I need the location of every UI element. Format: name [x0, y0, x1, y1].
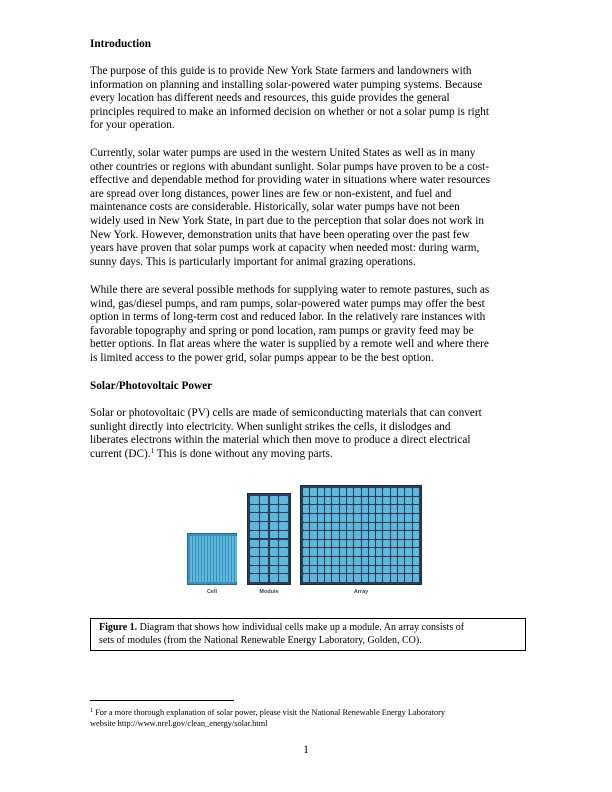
- module-cell: [279, 531, 288, 539]
- array-cell: [332, 548, 338, 556]
- array-cell: [310, 531, 316, 539]
- array-cell: [354, 505, 360, 513]
- module-cell: [250, 557, 259, 565]
- cell-stripe: [202, 536, 204, 582]
- module-cell: [260, 531, 269, 539]
- array-cell: [340, 557, 346, 565]
- array-cell: [318, 505, 324, 513]
- solar-array-illustration: [300, 485, 422, 585]
- array-cell: [413, 514, 419, 522]
- cell-stripe: [226, 536, 228, 582]
- figure-caption: [90, 618, 526, 651]
- cell-stripe: [232, 536, 234, 582]
- text-line: years have proven that solar pumps work at capacity when needed most: during warm,: [90, 242, 480, 255]
- module-cell: [250, 548, 259, 556]
- cell-stripe: [190, 536, 192, 582]
- module-cell: [279, 566, 288, 574]
- array-cell: [310, 566, 316, 574]
- array-cell: [310, 523, 316, 531]
- array-cell: [369, 548, 375, 556]
- array-cell: [325, 548, 331, 556]
- array-cell: [413, 497, 419, 505]
- array-cell: [340, 497, 346, 505]
- array-cell: [310, 574, 316, 582]
- array-cell: [398, 514, 404, 522]
- text-line: Solar or photovoltaic (PV) cells are made of semiconducting materials that can convert: [90, 407, 482, 419]
- module-cell: [279, 505, 288, 513]
- text-line: maintenance costs are considerable. Historically, solar water pumps have not been: [90, 201, 460, 214]
- module-cell: [270, 522, 279, 530]
- array-cell: [340, 566, 346, 574]
- pv-diagram-figure: [180, 485, 430, 600]
- caption-line: [99, 622, 517, 635]
- array-cell: [398, 523, 404, 531]
- array-cell: [303, 514, 309, 522]
- array-cell: [405, 514, 411, 522]
- array-cell: [354, 566, 360, 574]
- array-cell: [405, 497, 411, 505]
- array-cell: [376, 548, 382, 556]
- array-cell: [391, 574, 397, 582]
- text-line: New York. However, demonstration units that have been operating over the past few: [90, 228, 470, 241]
- array-cell: [398, 557, 404, 565]
- array-cell: [310, 540, 316, 548]
- array-cell: [376, 505, 382, 513]
- cell-stripe: [208, 536, 210, 582]
- array-cell: [347, 566, 353, 574]
- module-cell: [250, 540, 259, 548]
- intro-paragraph-2: [90, 147, 522, 269]
- array-cell: [383, 514, 389, 522]
- array-cell: [318, 488, 324, 496]
- module-cell: [279, 557, 288, 565]
- cell-stripe: [211, 536, 213, 582]
- array-cell: [354, 548, 360, 556]
- cell-stripe: [223, 536, 225, 582]
- array-cell: [413, 505, 419, 513]
- array-cell: [318, 523, 324, 531]
- module-cell: [250, 574, 259, 582]
- array-cell: [303, 540, 309, 548]
- module-cell: [260, 540, 269, 548]
- array-cell: [369, 523, 375, 531]
- page-number: 1: [303, 744, 309, 756]
- array-cell: [376, 497, 382, 505]
- section-heading-introduction: Introduction: [90, 38, 152, 50]
- module-cell: [260, 496, 269, 504]
- array-cell: [405, 505, 411, 513]
- module-cell: [260, 574, 269, 582]
- module-cell: [279, 513, 288, 521]
- module-cell: [270, 540, 279, 548]
- array-cell: [413, 557, 419, 565]
- text-fragment: current (DC).: [90, 447, 151, 460]
- text-line: effective and dependable method for providing water in situations where water resources: [90, 174, 490, 187]
- array-cell: [362, 531, 368, 539]
- array-cell: [318, 531, 324, 539]
- footnote-reference[interactable]: 1: [150, 446, 155, 455]
- array-cell: [325, 497, 331, 505]
- array-cell: [354, 497, 360, 505]
- array-cell: [376, 514, 382, 522]
- array-cell: [383, 505, 389, 513]
- text-line: favorable topography and spring or pond location, ram pumps or gravity feed may be: [90, 324, 474, 337]
- array-cell: [332, 488, 338, 496]
- array-label: Array: [353, 589, 369, 595]
- array-cell: [369, 514, 375, 522]
- array-cell: [405, 566, 411, 574]
- array-cell: [398, 566, 404, 574]
- array-cell: [347, 514, 353, 522]
- array-cell: [303, 531, 309, 539]
- array-cell: [398, 574, 404, 582]
- array-cell: [347, 523, 353, 531]
- array-cell: [413, 540, 419, 548]
- cell-label: Cell: [206, 589, 218, 595]
- array-cell: [369, 531, 375, 539]
- module-cell: [270, 513, 279, 521]
- array-cell: [391, 548, 397, 556]
- module-cell: [270, 566, 279, 574]
- cell-stripe: [205, 536, 207, 582]
- text-line: sunlight directly into electricity. When sunlight strikes the cells, it dislodges and: [90, 420, 451, 433]
- cell-stripe: [229, 536, 231, 582]
- array-cell: [318, 514, 324, 522]
- array-cell: [325, 540, 331, 548]
- caption-line: sets of modules (from the National Renewable Energy Laboratory, Golden, CO).: [99, 634, 422, 646]
- footnote-line: [90, 707, 530, 718]
- array-cell: [354, 557, 360, 565]
- text-line: Currently, solar water pumps are used in the western United States as well as in many: [90, 147, 476, 159]
- footnote-text: For a more thorough explanation of solar power, please visit the National Renewable Energy Laboratory: [93, 708, 446, 717]
- text-line: option in terms of long-term cost and reduced labor. In the relatively rare instances with: [90, 311, 486, 324]
- array-cell: [310, 557, 316, 565]
- text-line: widely used in New York State, in part due to the perception that solar does not work in: [90, 214, 484, 227]
- module-cell: [260, 548, 269, 556]
- text-line: other countries or regions with abundant sunlight. Solar pumps have proven to be a cost-: [90, 160, 489, 173]
- array-cell: [325, 557, 331, 565]
- module-cell: [270, 496, 279, 504]
- array-cell: [383, 531, 389, 539]
- array-cell: [318, 497, 324, 505]
- array-cell: [340, 514, 346, 522]
- module-cell: [279, 548, 288, 556]
- array-cell: [391, 531, 397, 539]
- array-cell: [391, 497, 397, 505]
- array-cell: [347, 531, 353, 539]
- array-cell: [376, 574, 382, 582]
- module-cell: [270, 548, 279, 556]
- array-cell: [362, 566, 368, 574]
- module-label: Module: [259, 589, 279, 595]
- text-line: sunny days. This is particularly important for animal grazing operations.: [90, 255, 416, 268]
- array-cell: [332, 497, 338, 505]
- array-cell: [332, 557, 338, 565]
- array-cell: [318, 574, 324, 582]
- array-cell: [303, 557, 309, 565]
- array-cell: [405, 574, 411, 582]
- array-cell: [405, 531, 411, 539]
- array-cell: [340, 523, 346, 531]
- module-cell: [270, 505, 279, 513]
- array-cell: [325, 574, 331, 582]
- array-cell: [325, 531, 331, 539]
- array-cell: [405, 548, 411, 556]
- array-cell: [391, 523, 397, 531]
- array-cell: [310, 548, 316, 556]
- array-cell: [362, 488, 368, 496]
- module-cell: [270, 557, 279, 565]
- text-line: are spread over long distances, power lines are few or non-existent, and fuel and: [90, 187, 452, 200]
- module-cell: [260, 513, 269, 521]
- array-cell: [405, 557, 411, 565]
- array-cell: [310, 505, 316, 513]
- array-cell: [405, 523, 411, 531]
- module-cell: [250, 531, 259, 539]
- array-cell: [369, 540, 375, 548]
- module-cell: [279, 522, 288, 530]
- array-cell: [303, 505, 309, 513]
- module-cell: [270, 574, 279, 582]
- section-heading-solar-power: Solar/Photovoltaic Power: [90, 380, 213, 392]
- array-cell: [362, 548, 368, 556]
- module-cell: [279, 540, 288, 548]
- array-cell: [354, 514, 360, 522]
- array-cell: [354, 540, 360, 548]
- array-cell: [347, 488, 353, 496]
- cell-stripe: [220, 536, 222, 582]
- array-cell: [383, 497, 389, 505]
- module-cell: [250, 496, 259, 504]
- array-cell: [347, 574, 353, 582]
- array-cell: [332, 566, 338, 574]
- array-cell: [332, 514, 338, 522]
- cell-stripe: [217, 536, 219, 582]
- array-cell: [391, 566, 397, 574]
- array-cell: [391, 514, 397, 522]
- array-cell: [354, 488, 360, 496]
- array-cell: [340, 505, 346, 513]
- array-cell: [347, 497, 353, 505]
- array-cell: [376, 531, 382, 539]
- array-cell: [369, 574, 375, 582]
- array-cell: [318, 566, 324, 574]
- array-cell: [391, 505, 397, 513]
- array-cell: [318, 548, 324, 556]
- array-cell: [362, 505, 368, 513]
- array-cell: [310, 514, 316, 522]
- array-cell: [413, 523, 419, 531]
- array-cell: [376, 488, 382, 496]
- array-cell: [376, 566, 382, 574]
- module-cell: [279, 574, 288, 582]
- array-cell: [413, 566, 419, 574]
- array-cell: [310, 497, 316, 505]
- array-cell: [369, 505, 375, 513]
- array-cell: [391, 540, 397, 548]
- footnote-separator: [90, 700, 234, 701]
- array-cell: [376, 557, 382, 565]
- array-cell: [303, 566, 309, 574]
- array-cell: [340, 574, 346, 582]
- array-cell: [383, 548, 389, 556]
- array-cell: [325, 488, 331, 496]
- cell-stripe: [235, 536, 237, 582]
- text-fragment: This is done without any moving parts.: [154, 447, 333, 460]
- array-cell: [398, 540, 404, 548]
- caption-text: Diagram that shows how individual cells make up a module. An array consists of: [137, 622, 465, 633]
- array-cell: [376, 540, 382, 548]
- array-cell: [391, 488, 397, 496]
- caption-label: Figure 1.: [99, 622, 138, 633]
- array-cell: [354, 574, 360, 582]
- text-line: wind, gas/diesel pumps, and ram pumps, solar-powered water pumps may offer the best: [90, 297, 485, 310]
- array-cell: [398, 531, 404, 539]
- array-cell: [405, 540, 411, 548]
- array-cell: [398, 505, 404, 513]
- solar-paragraph: [90, 407, 522, 461]
- module-cell: [260, 505, 269, 513]
- array-cell: [383, 523, 389, 531]
- module-cell: [260, 522, 269, 530]
- array-cell: [340, 488, 346, 496]
- array-cell: [303, 523, 309, 531]
- solar-module-illustration: [247, 493, 291, 585]
- array-cell: [325, 514, 331, 522]
- text-line: liberates electrons within the material which then move to produce a direct electrical: [90, 434, 471, 447]
- module-cell: [279, 496, 288, 504]
- text-line: The purpose of this guide is to provide New York State farmers and landowners with: [90, 65, 472, 77]
- array-cell: [391, 557, 397, 565]
- array-cell: [332, 531, 338, 539]
- text-line: is limited access to the power grid, solar pumps appear to be the best option.: [90, 351, 434, 364]
- text-line: principles required to make an informed decision on whether or not a solar pump is right: [90, 105, 489, 118]
- array-cell: [347, 548, 353, 556]
- array-cell: [347, 505, 353, 513]
- text-line: information on planning and installing solar-powered water pumping systems. Because: [90, 78, 483, 91]
- cell-stripe: [193, 536, 195, 582]
- module-cell: [250, 513, 259, 521]
- array-cell: [354, 523, 360, 531]
- footnote: [90, 707, 530, 729]
- array-cell: [310, 488, 316, 496]
- array-cell: [398, 497, 404, 505]
- text-line: [90, 448, 522, 462]
- intro-paragraph-3: [90, 284, 522, 366]
- array-cell: [369, 488, 375, 496]
- array-cell: [362, 557, 368, 565]
- array-cell: [332, 540, 338, 548]
- text-line: better options. In flat areas where the water is supplied by a remote well and where there: [90, 338, 489, 351]
- array-cell: [340, 531, 346, 539]
- solar-cell-illustration: [187, 533, 237, 585]
- module-cell: [250, 566, 259, 574]
- array-cell: [340, 548, 346, 556]
- array-cell: [369, 566, 375, 574]
- array-cell: [303, 574, 309, 582]
- module-cell: [250, 522, 259, 530]
- array-cell: [383, 557, 389, 565]
- array-cell: [413, 574, 419, 582]
- footnote-mark: 1: [90, 708, 93, 714]
- array-cell: [362, 497, 368, 505]
- array-cell: [383, 540, 389, 548]
- array-cell: [383, 488, 389, 496]
- text-line: for your operation.: [90, 119, 175, 132]
- module-cell: [260, 566, 269, 574]
- array-cell: [303, 497, 309, 505]
- array-cell: [362, 574, 368, 582]
- array-cell: [369, 557, 375, 565]
- array-cell: [383, 566, 389, 574]
- array-cell: [332, 523, 338, 531]
- text-line: every location has different needs and resources, this guide provides the general: [90, 92, 450, 105]
- cell-stripe: [196, 536, 198, 582]
- array-cell: [383, 574, 389, 582]
- cell-stripe: [199, 536, 201, 582]
- array-cell: [369, 497, 375, 505]
- array-cell: [398, 548, 404, 556]
- text-line: While there are several possible methods for supplying water to remote pastures, such as: [90, 284, 490, 296]
- module-cell: [260, 557, 269, 565]
- array-cell: [362, 523, 368, 531]
- array-cell: [413, 548, 419, 556]
- array-cell: [318, 557, 324, 565]
- array-cell: [413, 531, 419, 539]
- array-cell: [332, 574, 338, 582]
- intro-paragraph-1: [90, 65, 522, 133]
- array-cell: [347, 557, 353, 565]
- cell-stripe: [214, 536, 216, 582]
- module-cell: [250, 505, 259, 513]
- array-cell: [340, 540, 346, 548]
- array-cell: [325, 566, 331, 574]
- array-cell: [362, 514, 368, 522]
- array-cell: [325, 505, 331, 513]
- array-cell: [354, 531, 360, 539]
- array-cell: [413, 488, 419, 496]
- array-cell: [303, 488, 309, 496]
- array-cell: [332, 505, 338, 513]
- array-cell: [325, 523, 331, 531]
- module-cell: [270, 531, 279, 539]
- array-cell: [318, 540, 324, 548]
- array-cell: [362, 540, 368, 548]
- array-cell: [303, 548, 309, 556]
- array-cell: [376, 523, 382, 531]
- array-cell: [347, 540, 353, 548]
- footnote-link-line[interactable]: website http://www.nrel.gov/clean_energy/solar.html: [90, 719, 268, 728]
- array-cell: [398, 488, 404, 496]
- array-cell: [405, 488, 411, 496]
